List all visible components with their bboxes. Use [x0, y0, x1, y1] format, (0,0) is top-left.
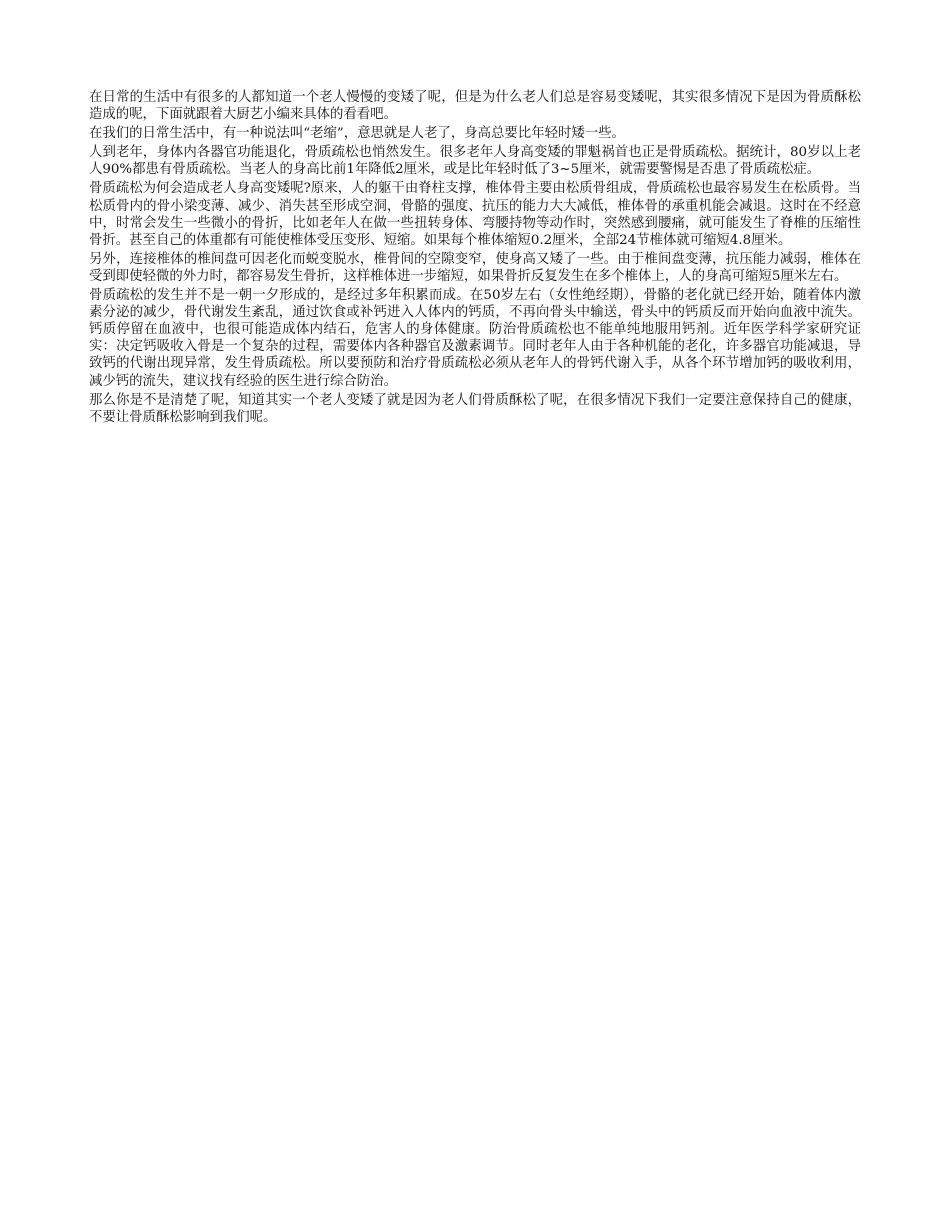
- paragraph-statistics: 人到老年，身体内各器官功能退化，骨质疏松也悄然发生。很多老年人身高变矮的罪魁祸首也正是骨质疏松。据统计，80岁以上老人90%都患有骨质疏松。当老人的身高比前1年降低2厘米，或是比年轻时低了3~5厘米，就需要警惕是否患了骨质疏松症。: [89, 145, 861, 178]
- paragraph-calcium-metabolism: 骨质疏松的发生并不是一朝一夕形成的，是经过多年积累而成。在50岁左右（女性绝经期），骨骼的老化就已经开始，随着体内激素分泌的减少，骨代谢发生紊乱，通过饮食或补钙进入人体内的钙质，不再向骨头中输送，骨头中的钙质反而开始向血液中流失。钙质停留在血液中，也很可能造成体内结石，危害人的身体健康。防治骨质疏松也不能单纯地服用钙剂。近年医学科学家研究证实：决定钙吸收入骨是一个复杂的过程，需要体内各种器官及激素调节。同时老年人由于各种机能的老化，许多器官功能减退，导致钙的代谢出现异常，发生骨质疏松。所以要预防和治疗骨质疏松必须从老年人的骨钙代谢入手，从各个环节增加钙的吸收利用，减少钙的流失，建议找有经验的医生进行综合防治。: [89, 288, 861, 389]
- paragraph-intro: 在日常的生活中有很多的人都知道一个老人慢慢的变矮了呢，但是为什么老人们总是容易变矮呢，其实很多情况下是因为骨质酥松造成的呢，下面就跟着大厨艺小编来具体的看看吧。: [89, 90, 861, 123]
- paragraph-laosuo: 在我们的日常生活中，有一种说法叫“老缩”，意思就是人老了，身高总要比年轻时矮一些。: [89, 126, 625, 142]
- paragraph-spine-mechanism: 骨质疏松为何会造成老人身高变矮呢?原来，人的躯干由脊柱支撑，椎体骨主要由松质骨组成，骨质疏松也最容易发生在松质骨。当松质骨内的骨小梁变薄、减少、消失甚至形成空洞，骨骼的强度、抗压的能力大大减低，椎体骨的承重机能会减退。这时在不经意中，时常会发生一些微小的骨折，比如老年人在做一些扭转身体、弯腰持物等动作时，突然感到腰痛，就可能发生了脊椎的压缩性骨折。甚至自己的体重都有可能使椎体受压变形、短缩。如果每个椎体缩短0.2厘米，全部24节椎体就可缩短4.8厘米。: [89, 181, 861, 248]
- paragraph-intervertebral-disc: 另外，连接椎体的椎间盘可因老化而蜕变脱水，椎骨间的空隙变窄，使身高又矮了一些。由于椎间盘变薄，抗压能力减弱，椎体在受到即使轻微的外力时，都容易发生骨折，这样椎体进一步缩短，如果骨折反复发生在多个椎体上，人的身高可缩短5厘米左右。: [89, 251, 861, 284]
- document-body: [89, 89, 861, 428]
- paragraph-conclusion: 那么你是不是清楚了呢，知道其实一个老人变矮了就是因为老人们骨质酥松了呢，在很多情况下我们一定要注意保持自己的健康，不要让骨质酥松影响到我们呢。: [89, 392, 861, 425]
